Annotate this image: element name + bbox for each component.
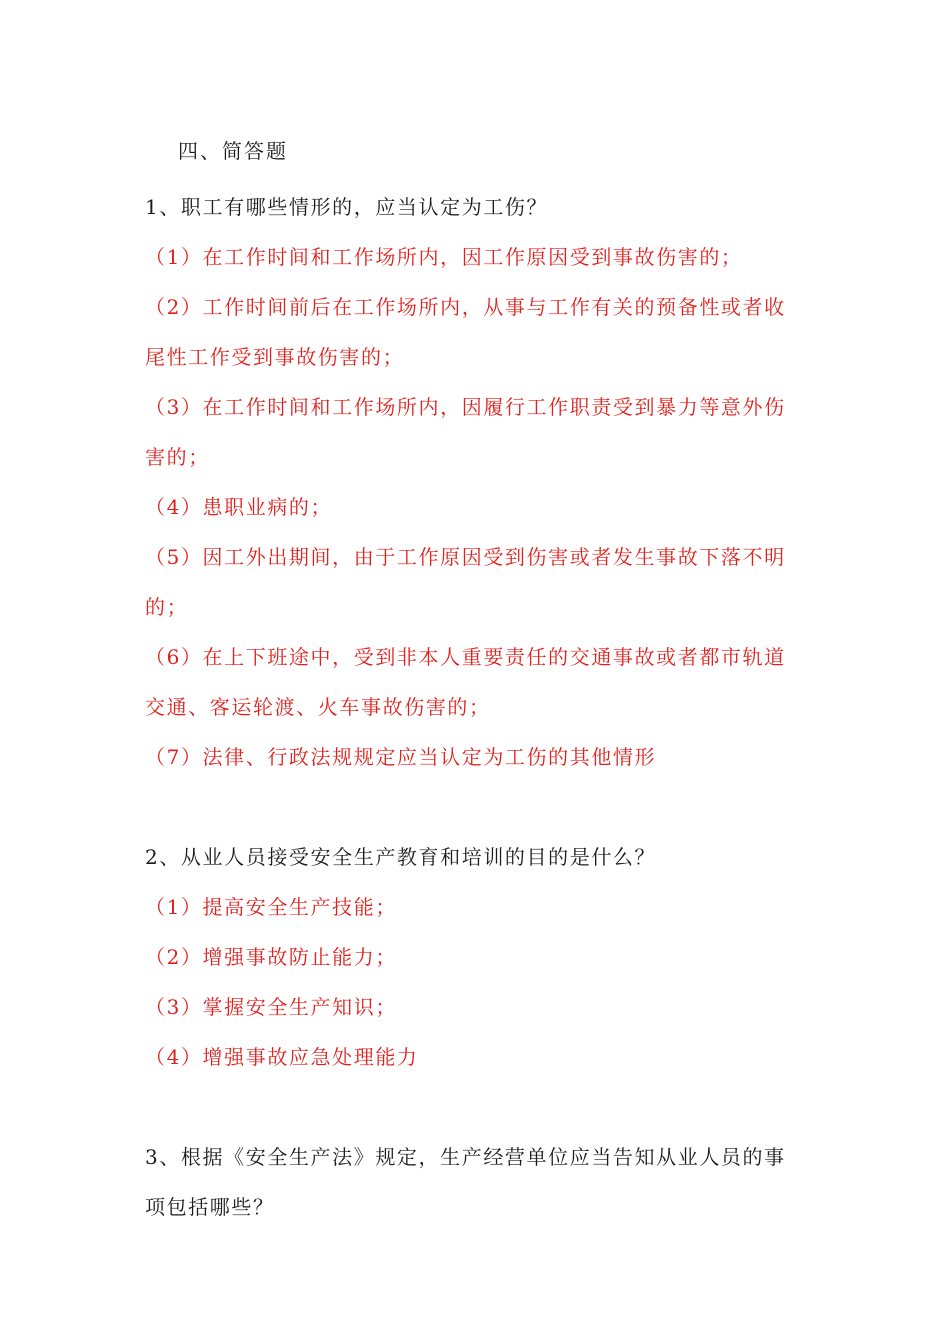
paragraph-spacer xyxy=(145,1082,825,1132)
q1-answer-line: 的； xyxy=(145,595,189,619)
document-body xyxy=(145,182,825,1232)
question-3-continued: 项包括哪些？ xyxy=(145,1195,275,1219)
question-3: 3、根据《安全生产法》规定，生产经营单位应当告知从业人员的事 xyxy=(145,1145,786,1169)
q1-answer-line: 尾性工作受到事故伤害的； xyxy=(145,345,405,369)
q2-answer-line: （1）提高安全生产技能； xyxy=(145,895,397,919)
q2-answer-line: （3）掌握安全生产知识； xyxy=(145,995,397,1019)
q1-answer-line: （2）工作时间前后在工作场所内，从事与工作有关的预备性或者收 xyxy=(145,295,786,319)
q1-answer-line: 交通、客运轮渡、火车事故伤害的； xyxy=(145,695,491,719)
paragraph-spacer xyxy=(145,782,825,832)
q1-answer-line: （6）在上下班途中，受到非本人重要责任的交通事故或者都市轨道 xyxy=(145,645,786,669)
q1-answer-line: （7）法律、行政法规规定应当认定为工伤的其他情形 xyxy=(145,745,657,769)
q2-answer-line: （2）增强事故防止能力； xyxy=(145,945,397,969)
q1-answer-line: （1）在工作时间和工作场所内，因工作原因受到事故伤害的； xyxy=(145,245,743,269)
q2-answer-line: （4）增强事故应急处理能力 xyxy=(145,1045,419,1069)
question-1: 1、职工有哪些情形的，应当认定为工伤？ xyxy=(145,195,549,219)
q1-answer-line: （4）患职业病的； xyxy=(145,495,333,519)
q1-answer-line: 害的； xyxy=(145,445,210,469)
question-2: 2、从业人员接受安全生产教育和培训的目的是什么？ xyxy=(145,845,657,869)
q1-answer-line: （3）在工作时间和工作场所内，因履行工作职责受到暴力等意外伤 xyxy=(145,395,786,419)
section-title: 四、简答题 xyxy=(178,139,288,163)
q1-answer-line: （5）因工外出期间，由于工作原因受到伤害或者发生事故下落不明 xyxy=(145,545,786,569)
